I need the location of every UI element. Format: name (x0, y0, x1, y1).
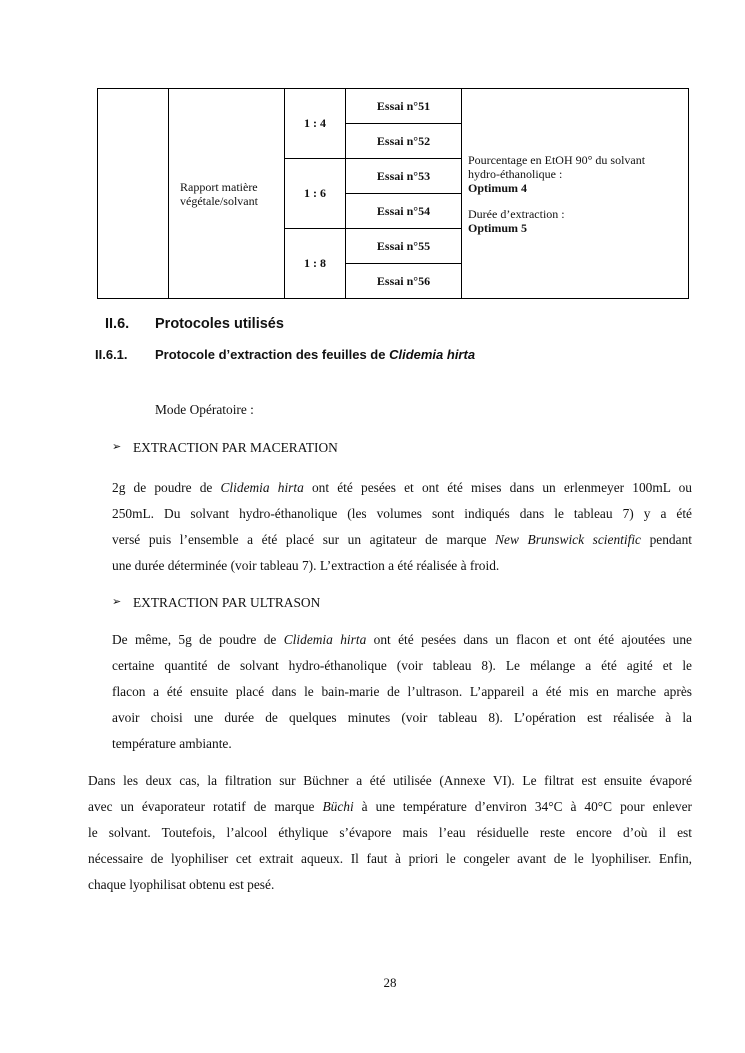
ratio-cell: 1 : 6 (285, 159, 346, 229)
empty-cell (98, 89, 169, 299)
subsection-title: Protocole d’extraction des feuilles de Clidemia hirta (155, 347, 476, 362)
factor-cell (169, 89, 285, 299)
fixed-param-text: hydro-éthanolique : (468, 166, 563, 181)
arrow-bullet-icon: ➢ (112, 441, 122, 453)
ratio-cell: 1 : 8 (285, 229, 346, 299)
factor-label: végétale/solvant (180, 193, 258, 208)
bullet-heading: EXTRACTION PAR ULTRASON (133, 595, 321, 610)
subsection-number: II.6.1. (95, 347, 128, 362)
ratio-cell: 1 : 4 (285, 89, 346, 159)
fixed-param-value: Optimum 4 (468, 180, 528, 195)
trial-cell: Essai n°54 (346, 194, 462, 229)
factor-label: Rapport matière (180, 179, 258, 194)
fixed-param-text: Durée d’extraction : (468, 206, 565, 221)
experiment-table (97, 88, 689, 299)
mode-label: Mode Opératoire : (155, 402, 254, 417)
fixed-param-value: Optimum 5 (468, 220, 528, 235)
trial-cell: Essai n°53 (346, 159, 462, 194)
arrow-bullet-icon: ➢ (112, 596, 122, 608)
trial-cell: Essai n°52 (346, 124, 462, 159)
fixed-params-cell (462, 89, 689, 299)
fixed-param-text: Pourcentage en EtOH 90° du solvant (468, 152, 646, 167)
section-number: II.6. (105, 316, 130, 332)
trial-cell: Essai n°55 (346, 229, 462, 264)
trial-cell: Essai n°51 (346, 89, 462, 124)
page-number: 28 (383, 975, 397, 990)
section-title: Protocoles utilisés (155, 316, 284, 332)
bullet-heading: EXTRACTION PAR MACERATION (133, 440, 338, 455)
trial-cell: Essai n°56 (346, 264, 462, 299)
